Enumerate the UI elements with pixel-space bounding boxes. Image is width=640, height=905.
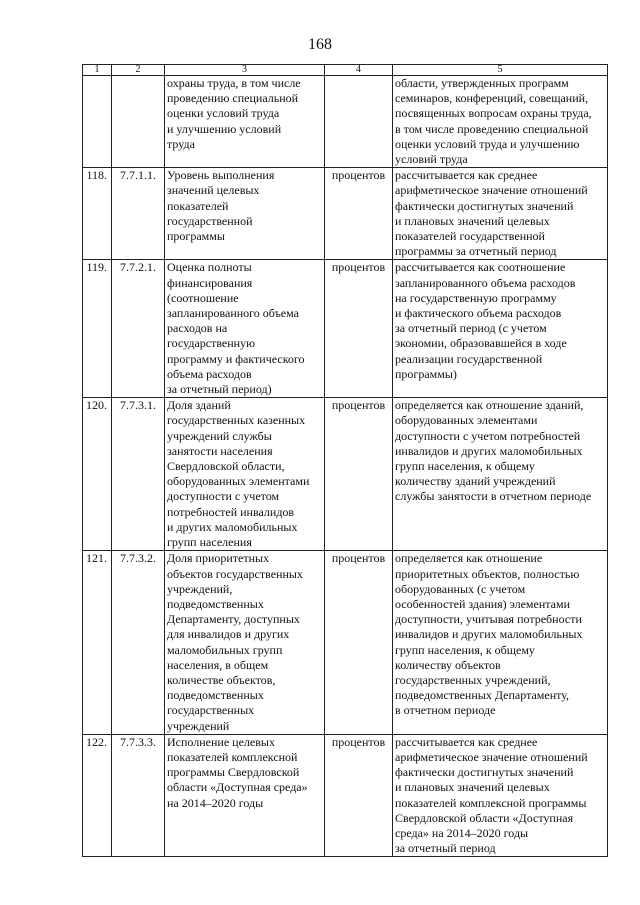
method-line: программы) <box>395 366 457 381</box>
method-line: рассчитывается как соотношение <box>395 260 566 275</box>
method-line: реализации государственной <box>395 351 543 366</box>
indicator-code: 7.7.2.1. <box>112 260 165 398</box>
method-line: фактически достигнутых значений <box>395 765 574 780</box>
method-line: в том числе проведению специальной <box>395 121 589 136</box>
method-line: оценки условий труда и улучшению <box>395 136 580 151</box>
indicator-code: 7.7.3.2. <box>112 551 165 734</box>
method-line: групп населения, к общему <box>395 642 535 657</box>
column-header-4: 4 <box>325 65 393 76</box>
method-line: фактически достигнутых значений <box>395 198 574 213</box>
table-row <box>83 551 608 734</box>
table-row <box>83 76 608 168</box>
column-header-5: 5 <box>393 65 608 76</box>
method-line: запланированного объема расходов <box>395 275 576 290</box>
indicator-name-line: Исполнение целевых <box>167 734 275 749</box>
method-line: среда» на 2014–2020 годы <box>395 825 529 840</box>
indicator-name-line: программу и фактического <box>167 351 305 366</box>
method-line: семинаров, конференций, совещаний, <box>395 91 589 106</box>
indicator-name-line: количестве объектов, <box>167 672 276 687</box>
method-line: инвалидов и других маломобильных <box>395 443 583 458</box>
indicator-name-line: и других маломобильных <box>167 519 298 534</box>
indicators-table <box>82 64 608 857</box>
indicator-code <box>112 76 165 168</box>
method-line: приоритетных объектов, полностью <box>395 566 580 581</box>
indicator-name-line: занятости населения <box>167 443 273 458</box>
table-body <box>83 76 608 857</box>
indicator-name-line: Оценка полноты <box>167 260 252 275</box>
row-number <box>83 76 112 168</box>
indicator-name <box>165 551 325 734</box>
indicator-name-line: оценки условий труда <box>167 106 280 121</box>
indicator-name-line: Доля приоритетных <box>167 551 270 566</box>
indicator-name-line: финансирования <box>167 275 253 290</box>
indicator-name-line: учреждений, <box>167 581 233 596</box>
method-line: за отчетный период <box>395 841 496 856</box>
method-line: определяется как отношение зданий, <box>395 398 584 413</box>
method-line: программы за отчетный период <box>395 244 557 259</box>
page-number: 168 <box>308 36 332 53</box>
method-line: особенностей здания) элементами <box>395 596 570 611</box>
indicator-name-line: населения, в общем <box>167 657 269 672</box>
row-number: 120. <box>83 398 112 551</box>
indicator-name-line: подведомственных <box>167 688 264 703</box>
indicator-name-line: Департаменту, доступных <box>167 612 300 627</box>
method-line: условий труда <box>395 152 468 167</box>
indicator-name-line: маломобильных групп <box>167 642 283 657</box>
indicator-name-line: программы <box>167 229 225 244</box>
indicator-name-line: объема расходов <box>167 366 252 381</box>
method-line: области, утвержденных программ <box>395 76 569 90</box>
indicator-name-line: Свердловской области, <box>167 459 285 474</box>
indicator-name-line: оборудованных элементами <box>167 474 310 489</box>
unit: процентов <box>325 551 393 734</box>
indicator-name <box>165 76 325 168</box>
method-line: за отчетный период (с учетом <box>395 321 547 336</box>
calculation-method <box>393 260 608 398</box>
calculation-method <box>393 551 608 734</box>
method-line: и фактического объема расходов <box>395 306 562 321</box>
indicator-name-line: государственных <box>167 703 255 718</box>
method-line: арифметическое значение отношений <box>395 183 588 198</box>
table-row <box>83 398 608 551</box>
indicator-name-line: за отчетный период) <box>167 382 272 397</box>
method-line: Свердловской области «Доступная <box>395 810 574 825</box>
column-header-2: 2 <box>112 65 165 76</box>
column-header-1: 1 <box>83 65 112 76</box>
indicator-name-line: учреждений службы <box>167 428 272 443</box>
indicator-name-line: труда <box>167 136 195 151</box>
row-number: 122. <box>83 734 112 857</box>
method-line: инвалидов и других маломобильных <box>395 627 583 642</box>
indicator-name <box>165 734 325 857</box>
indicator-name-line: расходов на <box>167 321 228 336</box>
indicator-name-line: потребностей инвалидов <box>167 504 295 519</box>
unit <box>325 76 393 168</box>
method-line: в отчетном периоде <box>395 703 496 718</box>
indicator-name <box>165 398 325 551</box>
column-header-3: 3 <box>165 65 325 76</box>
row-number: 118. <box>83 168 112 260</box>
indicator-name-line: показателей комплексной <box>167 749 298 764</box>
indicator-name-line: показателей <box>167 198 229 213</box>
indicator-name-line: и улучшению условий <box>167 121 282 136</box>
calculation-method <box>393 76 608 168</box>
unit: процентов <box>325 168 393 260</box>
method-line: посвященных вопросам охраны труда, <box>395 106 592 121</box>
table-row <box>83 168 608 260</box>
calculation-method <box>393 168 608 260</box>
indicator-name-line: государственную <box>167 336 256 351</box>
method-line: количеству объектов <box>395 657 501 672</box>
method-line: доступности, учитывая потребности <box>395 612 582 627</box>
unit: процентов <box>325 260 393 398</box>
method-line: службы занятости в отчетном периоде <box>395 489 592 504</box>
indicator-name-line: групп населения <box>167 535 252 550</box>
method-line: арифметическое значение отношений <box>395 749 588 764</box>
indicator-name-line: Уровень выполнения <box>167 168 275 183</box>
method-line: количеству зданий учреждений <box>395 474 556 489</box>
indicator-code: 7.7.1.1. <box>112 168 165 260</box>
indicator-name-line: области «Доступная среда» <box>167 780 308 795</box>
unit: процентов <box>325 734 393 857</box>
indicator-name-line: государственной <box>167 213 253 228</box>
method-line: определяется как отношение <box>395 551 543 566</box>
method-line: на государственную программу <box>395 290 557 305</box>
indicator-name-line: учреждений <box>167 718 230 733</box>
indicator-name-line: программы Свердловской <box>167 765 300 780</box>
table-row <box>83 734 608 857</box>
method-line: показателей государственной <box>395 229 545 244</box>
method-line: рассчитывается как среднее <box>395 734 538 749</box>
method-line: подведомственных Департаменту, <box>395 688 570 703</box>
indicator-name-line: на 2014–2020 годы <box>167 795 264 810</box>
method-line: государственных учреждений, <box>395 672 551 687</box>
calculation-method <box>393 398 608 551</box>
indicator-name-line: проведению специальной <box>167 91 299 106</box>
method-line: и плановых значений целевых <box>395 213 550 228</box>
indicator-name-line: значений целевых <box>167 183 260 198</box>
indicator-name-line: Доля зданий <box>167 398 231 413</box>
indicator-name-line: (соотношение <box>167 290 239 305</box>
indicator-name <box>165 168 325 260</box>
indicator-name-line: для инвалидов и других <box>167 627 290 642</box>
indicator-name-line: государственных казенных <box>167 413 306 428</box>
indicator-code: 7.7.3.3. <box>112 734 165 857</box>
method-line: экономии, образовавшейся в ходе <box>395 336 567 351</box>
indicator-name-line: запланированного объема <box>167 306 299 321</box>
row-number: 119. <box>83 260 112 398</box>
row-number: 121. <box>83 551 112 734</box>
indicator-name-line: доступности с учетом <box>167 489 280 504</box>
indicator-name-line: объектов государственных <box>167 566 303 581</box>
calculation-method <box>393 734 608 857</box>
indicator-name-line: охраны труда, в том числе <box>167 76 301 90</box>
indicator-name-line: подведомственных <box>167 596 264 611</box>
method-line: доступности с учетом потребностей <box>395 428 581 443</box>
indicator-name <box>165 260 325 398</box>
method-line: рассчитывается как среднее <box>395 168 538 183</box>
method-line: оборудованных элементами <box>395 413 538 428</box>
method-line: показателей комплексной программы <box>395 795 587 810</box>
indicator-code: 7.7.3.1. <box>112 398 165 551</box>
unit: процентов <box>325 398 393 551</box>
method-line: оборудованных (с учетом <box>395 581 526 596</box>
column-number-row <box>83 65 608 76</box>
method-line: и плановых значений целевых <box>395 780 550 795</box>
table-row <box>83 260 608 398</box>
method-line: групп населения, к общему <box>395 459 535 474</box>
